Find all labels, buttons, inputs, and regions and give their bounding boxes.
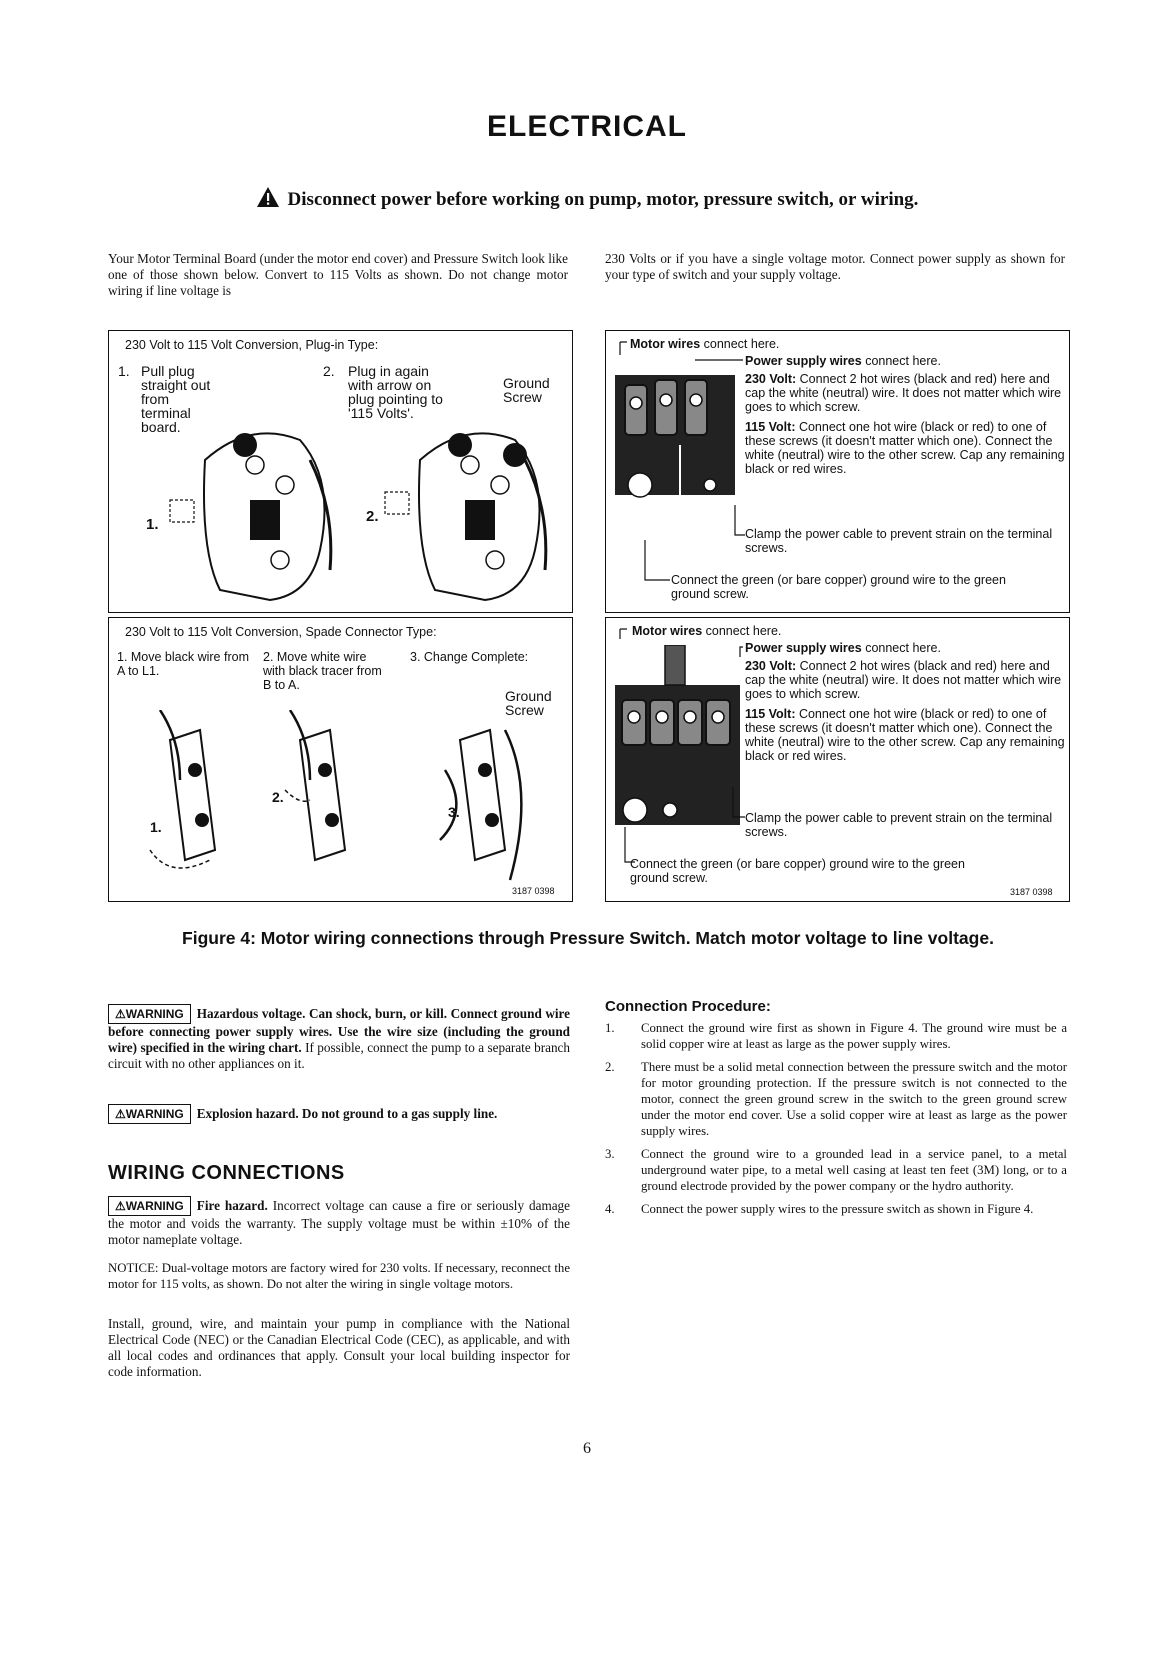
fig-spade-step2: 2. Move white wire with black tracer from B to A. (263, 650, 382, 692)
switch2-leader-lines (605, 617, 745, 902)
fig-spade-code: 3187 0398 (512, 886, 555, 896)
switch1-leader-lines (605, 330, 745, 613)
fig-switch1-motor-wires: Motor wires connect here. (630, 337, 780, 351)
fig-switch2-code: 3187 0398 (1010, 887, 1053, 897)
fig-spade-step3: 3. Change Complete: (410, 650, 529, 664)
wiring-heading: WIRING CONNECTIONS (108, 1162, 345, 1184)
warning-triangle-icon (256, 186, 280, 214)
fig-spade-title: 230 Volt to 115 Volt Conversion, Spade Connector Type: (125, 625, 437, 639)
fig-switch2-power-wires: Power supply wires connect here. (745, 641, 941, 655)
warning-label: ⚠WARNING (108, 1196, 191, 1216)
fig-switch1-power-wires: Power supply wires connect here. (745, 354, 941, 368)
fig-switch2-clamp: Clamp the power cable to prevent strain on the terminal screws. (745, 811, 1053, 839)
fig-plugin-step1-text: Pull plug straight out from terminal board. (141, 363, 211, 435)
wiring-notice: NOTICE: Dual-voltage motors are factory wired for 230 volts. If necessary, reconnect the motor for 115 volts, as shown. Do not alter the wiring in single voltage motors. (108, 1261, 570, 1291)
warning-2: ⚠WARNING Explosion hazard. Do not ground to a gas supply line. (108, 1104, 570, 1124)
fig-plugin-callout1: 1. (146, 516, 159, 533)
procedure-heading: Connection Procedure: (605, 998, 771, 1015)
intro-left: Your Motor Terminal Board (under the motor end cover) and Pressure Switch look like one of those shown below. Convert to 115 Volts as shown. Do not change motor wiring if line voltage is (108, 251, 568, 298)
page-title: ELECTRICAL (487, 110, 687, 143)
fig-switch1-clamp: Clamp the power cable to prevent strain on the terminal screws. (745, 527, 1053, 555)
fig-plugin-title: 230 Volt to 115 Volt Conversion, Plug-in Type: (125, 338, 379, 352)
fig-plugin-step1-num: 1. (118, 363, 130, 379)
fig-switch2-ground: Connect the green (or bare copper) ground wire to the green ground screw. (630, 857, 965, 885)
fig-plugin-ground-label: Ground Screw (503, 375, 550, 405)
warning-banner (0, 186, 1174, 214)
procedure-list (605, 1020, 1067, 1224)
spade-terminal-illustration (140, 710, 560, 890)
fig-plugin-step2-num: 2. (323, 363, 335, 379)
procedure-step: 1. Connect the ground wire first as shown in Figure 4. The ground wire must be a solid copper wire at least as large as the power supply wires. (605, 1021, 1067, 1051)
fig-switch2-115v: 115 Volt: Connect one hot wire (black or red) to one of these screws (it doesn't matter which one). Connect the white (neutral) wire to the other screw. Cap any remaining black or red wires. (745, 707, 1065, 763)
fig-spade-callout1: 1. (150, 819, 162, 835)
procedure-step: 2. There must be a solid metal connection between the pressure switch and the motor for motor grounding protection. If the pressure switch is not connected to the motor, connect the green ground screw in the switch to the green ground screw under the motor end cover. Use a solid copper wire at least as large as the power supply wires. (605, 1060, 1067, 1138)
procedure-step: 4. Connect the power supply wires to the pressure switch as shown in Figure 4. (605, 1202, 1034, 1216)
warning-label: ⚠WARNING (108, 1104, 191, 1124)
fig-switch1-ground: Connect the green (or bare copper) ground wire to the green ground screw. (671, 573, 1006, 601)
fig-switch1-230v: 230 Volt: Connect 2 hot wires (black and red) here and cap the white (neutral) wire. It does not matter which wire goes to which screw. (745, 372, 1062, 414)
fig-switch2-230v: 230 Volt: Connect 2 hot wires (black and red) here and cap the white (neutral) wire. It does not matter which wire goes to which screw. (745, 659, 1062, 701)
intro-right: 230 Volts or if you have a single voltage motor. Connect power supply as shown for your type of switch and your supply voltage. (605, 251, 1065, 282)
fig-plugin-step2-text: Plug in again with arrow on plug pointing to '115 Volts'. (348, 363, 443, 421)
procedure-step: 3. Connect the ground wire to a grounded lead in a service panel, to a metal underground water pipe, to a metal well casing at least ten feet (3M) long, or to a ground electrode provided by the power company or the hydro authority. (605, 1147, 1067, 1193)
warning-3: ⚠WARNING Fire hazard. Incorrect voltage can cause a fire or seriously damage the motor and voids the warranty. The supply voltage must be within ±10% of the motor nameplate voltage. (108, 1198, 571, 1247)
fig-plugin-callout2: 2. (366, 508, 379, 525)
wiring-install: Install, ground, wire, and maintain your pump in compliance with the National Electrical Code (NEC) or the Canadian Electrical Code (CEC), as applicable, and with all local codes and ordinances that apply. Consult your local building inspector for code information. (108, 1316, 570, 1379)
figure-caption: Figure 4: Motor wiring connections through Pressure Switch. Match motor voltage to line voltage. (182, 928, 994, 948)
page-number: 6 (583, 1440, 591, 1457)
warning-label: ⚠WARNING (108, 1004, 191, 1024)
fig-switch2-motor-wires: Motor wires connect here. (632, 624, 782, 638)
warning-banner-text: Disconnect power before working on pump, motor, pressure switch, or wiring. (287, 189, 919, 210)
plugin-terminal-illustration (160, 400, 560, 610)
fig-spade-step1: 1. Move black wire from A to L1. (117, 650, 249, 678)
warning-1: ⚠WARNING Hazardous voltage. Can shock, burn, or kill. Connect ground wire before connecting power supply wires. Use the wire size (including the ground wire) specified in the wiring chart. If possible, connect the pump to a separate branch circuit with no other appliances on it. (108, 1006, 570, 1071)
fig-spade-callout2: 2. (272, 789, 284, 805)
fig-spade-ground-label: Ground Screw (505, 688, 552, 718)
fig-switch1-115v: 115 Volt: Connect one hot wire (black or red) to one of these screws (it doesn't matter which one). Connect the white (neutral) wire to the other screw. Cap any remaining black or red wires. (745, 420, 1065, 476)
fig-spade-callout3: 3. (448, 804, 460, 820)
